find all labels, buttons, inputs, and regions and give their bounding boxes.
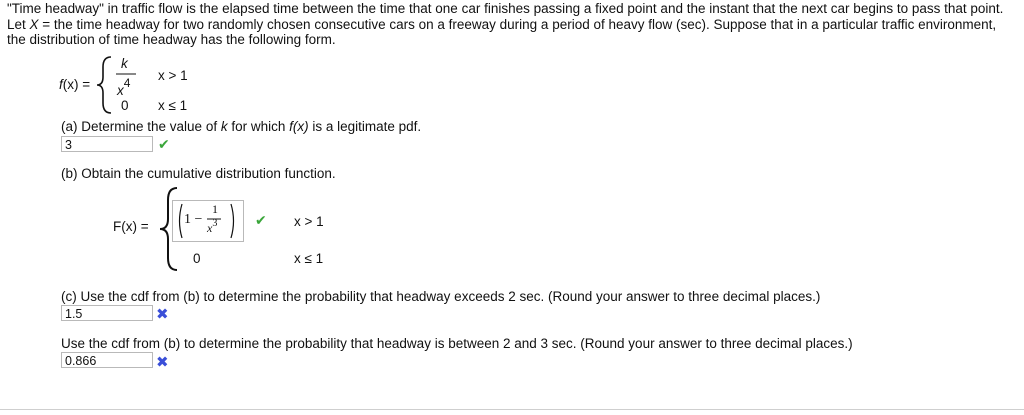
check-icon: ✔	[255, 212, 267, 228]
cross-icon: ✖	[156, 354, 169, 371]
cdf-expr-one: 1 −	[184, 212, 203, 227]
divider	[0, 409, 1024, 410]
cdf-condition-1: x > 1	[294, 214, 324, 229]
cdf-lhs: F(x) =	[113, 219, 149, 234]
problem-intro	[7, 1, 1017, 48]
pdf-denominator-base: x	[117, 83, 124, 98]
pdf-fraction-bar	[116, 73, 136, 75]
cdf-expr-numerator: 1	[212, 202, 218, 216]
cdf-zero: 0	[193, 251, 201, 266]
cdf-expr-den-base: x	[207, 221, 213, 235]
part-d-question: Use the cdf from (b) to determine the probability that headway is between 2 and 3 sec. (Round your answer to three decimal places.)	[61, 336, 853, 351]
pdf-condition-2: x ≤ 1	[158, 98, 188, 113]
pdf-zero: 0	[121, 98, 129, 113]
pdf-denominator-exp: 4	[123, 76, 131, 90]
cross-icon: ✖	[156, 306, 169, 323]
pdf-lhs-arg: (x) =	[62, 77, 91, 92]
cdf-expr-denominator	[207, 218, 218, 236]
part-a-answer-input[interactable]: 3	[61, 136, 153, 152]
part-a-text-2: for which	[227, 119, 290, 134]
pdf-left-brace	[95, 55, 115, 115]
intro-var-x: X	[29, 16, 39, 32]
part-d-answer-input[interactable]: 0.866	[61, 352, 153, 368]
pdf-denominator	[117, 76, 131, 98]
pdf-lhs	[59, 77, 90, 92]
cdf-condition-2: x ≤ 1	[294, 251, 324, 266]
pdf-condition-1: x > 1	[158, 68, 188, 83]
check-icon: ✔	[158, 136, 170, 152]
part-c-answer-input[interactable]: 1.5	[61, 305, 153, 321]
intro-text-1: "Time headway" in traffic flow is the elapsed time between the time that one car finishes passing a fixed point and the instant that the next car begins to pass that point. Let	[7, 1, 1004, 32]
part-a-question	[61, 119, 421, 134]
part-b-question: (b) Obtain the cumulative distribution function.	[61, 166, 336, 181]
cdf-left-paren	[176, 203, 184, 239]
cdf-expr-den-exp: 3	[212, 218, 218, 229]
part-c-question: (c) Use the cdf from (b) to determine the probability that headway exceeds 2 sec. (Round your answer to three decimal places.)	[61, 289, 821, 304]
pdf-numerator: k	[121, 56, 128, 71]
part-a-text-1: (a) Determine the value of	[61, 119, 221, 134]
pdf-lhs-f: f	[59, 77, 63, 92]
intro-text-2: = the time headway for two randomly chosen consecutive cars on a freeway during a period of heavy flow (sec). Suppose that in a particular traffic environment, the distribution of time headway has the following form.	[7, 16, 997, 47]
part-a-text-3: is a legitimate pdf.	[308, 119, 422, 134]
part-a-fx: f(x)	[289, 119, 309, 134]
cdf-right-paren	[229, 203, 237, 239]
part-a-k: k	[220, 119, 228, 134]
